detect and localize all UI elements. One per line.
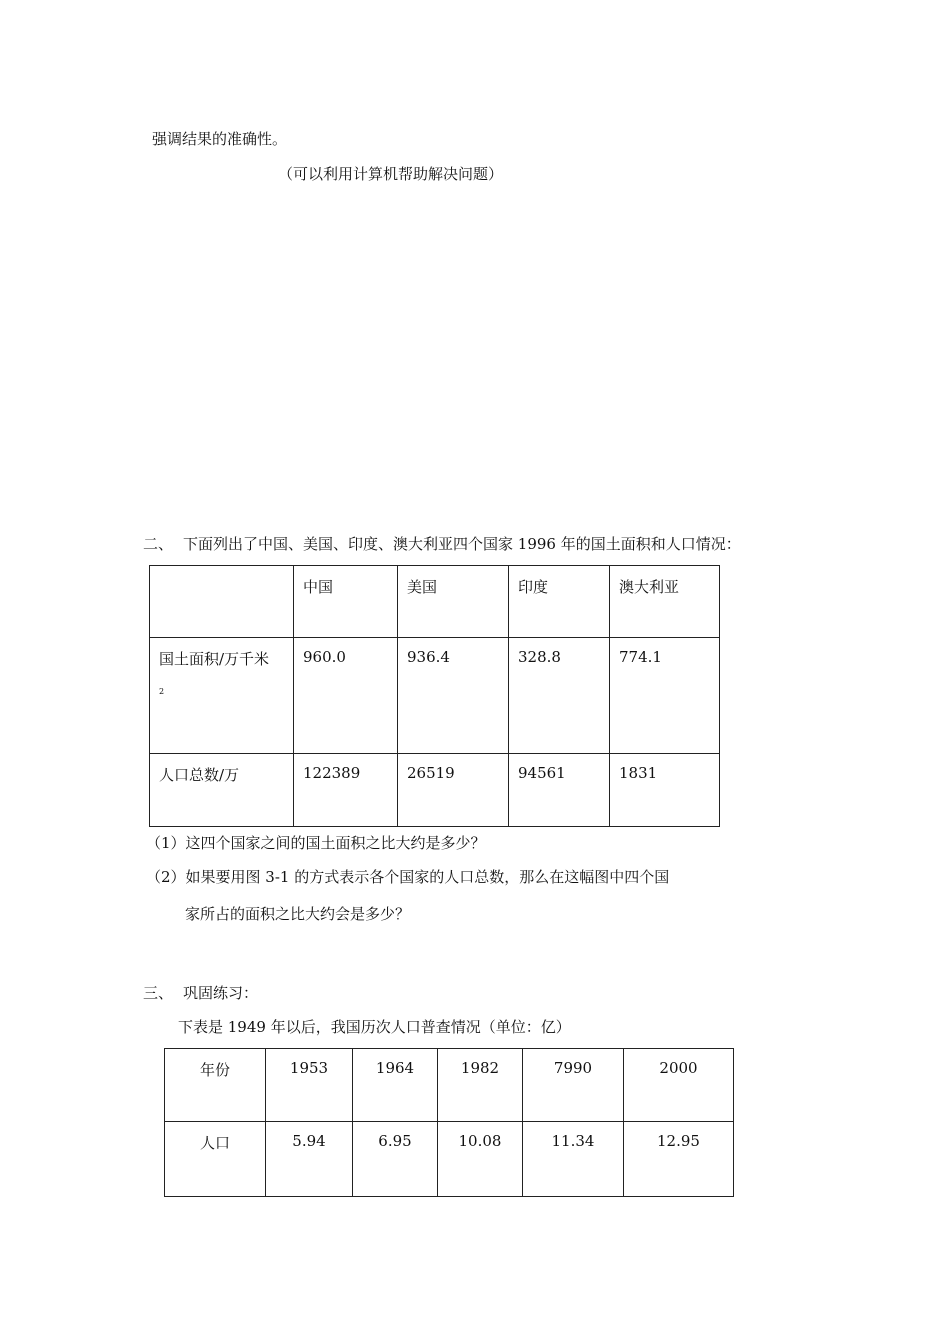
table-cell: 人口总数/万 <box>150 754 294 827</box>
table-row <box>165 1049 734 1122</box>
question-2-line-2: 家所占的面积之比大约会是多少？ <box>185 905 411 923</box>
table-cell: 10.08 <box>438 1122 523 1197</box>
table-cell: 774.1 <box>610 638 720 754</box>
table-cell: 5.94 <box>266 1122 353 1197</box>
table-cell: 2000 <box>624 1049 734 1122</box>
table-cell: 1953 <box>266 1049 353 1122</box>
table-row <box>150 754 720 827</box>
section3-title: 巩固练习： <box>183 984 259 1002</box>
country-table <box>149 565 720 827</box>
area-superscript: 2 <box>159 687 165 696</box>
table-cell: 人口 <box>165 1122 266 1197</box>
table-cell: 美国 <box>398 566 509 638</box>
section2-marker: 二、 <box>143 535 174 553</box>
table-cell: 94561 <box>509 754 610 827</box>
table-cell: 7990 <box>523 1049 624 1122</box>
table-cell: 26519 <box>398 754 509 827</box>
table-cell: 年份 <box>165 1049 266 1122</box>
section2-heading: 下面列出了中国、美国、印度、澳大利亚四个国家 1996 年的国土面积和人口情况： <box>183 535 741 553</box>
table-row <box>165 1122 734 1197</box>
section3-intro: 下表是 1949 年以后，我国历次人口普查情况（单位：亿） <box>178 1018 571 1036</box>
table-cell <box>150 566 294 638</box>
table-cell: 122389 <box>294 754 398 827</box>
table-cell: 印度 <box>509 566 610 638</box>
table-cell: 328.8 <box>509 638 610 754</box>
table-cell: 12.95 <box>624 1122 734 1197</box>
table-cell: 1831 <box>610 754 720 827</box>
table-cell: 6.95 <box>353 1122 438 1197</box>
table-cell <box>150 638 294 754</box>
question-2-line-1: （2）如果要用图 3-1 的方式表示各个国家的人口总数，那么在这幅图中四个国 <box>146 868 670 886</box>
table-cell: 1982 <box>438 1049 523 1122</box>
table-cell: 960.0 <box>294 638 398 754</box>
census-table <box>164 1048 734 1197</box>
text-line-computer-hint: （可以利用计算机帮助解决问题） <box>278 165 504 183</box>
text-line-accuracy: 强调结果的准确性。 <box>152 130 288 148</box>
table-row <box>150 638 720 754</box>
table-row <box>150 566 720 638</box>
table-cell: 中国 <box>294 566 398 638</box>
table-cell: 11.34 <box>523 1122 624 1197</box>
question-1: （1）这四个国家之间的国土面积之比大约是多少？ <box>146 834 486 852</box>
table-cell: 936.4 <box>398 638 509 754</box>
section3-marker: 三、 <box>143 984 174 1002</box>
area-label: 国土面积/万千米 <box>159 650 270 668</box>
table-cell: 1964 <box>353 1049 438 1122</box>
table-cell: 澳大利亚 <box>610 566 720 638</box>
